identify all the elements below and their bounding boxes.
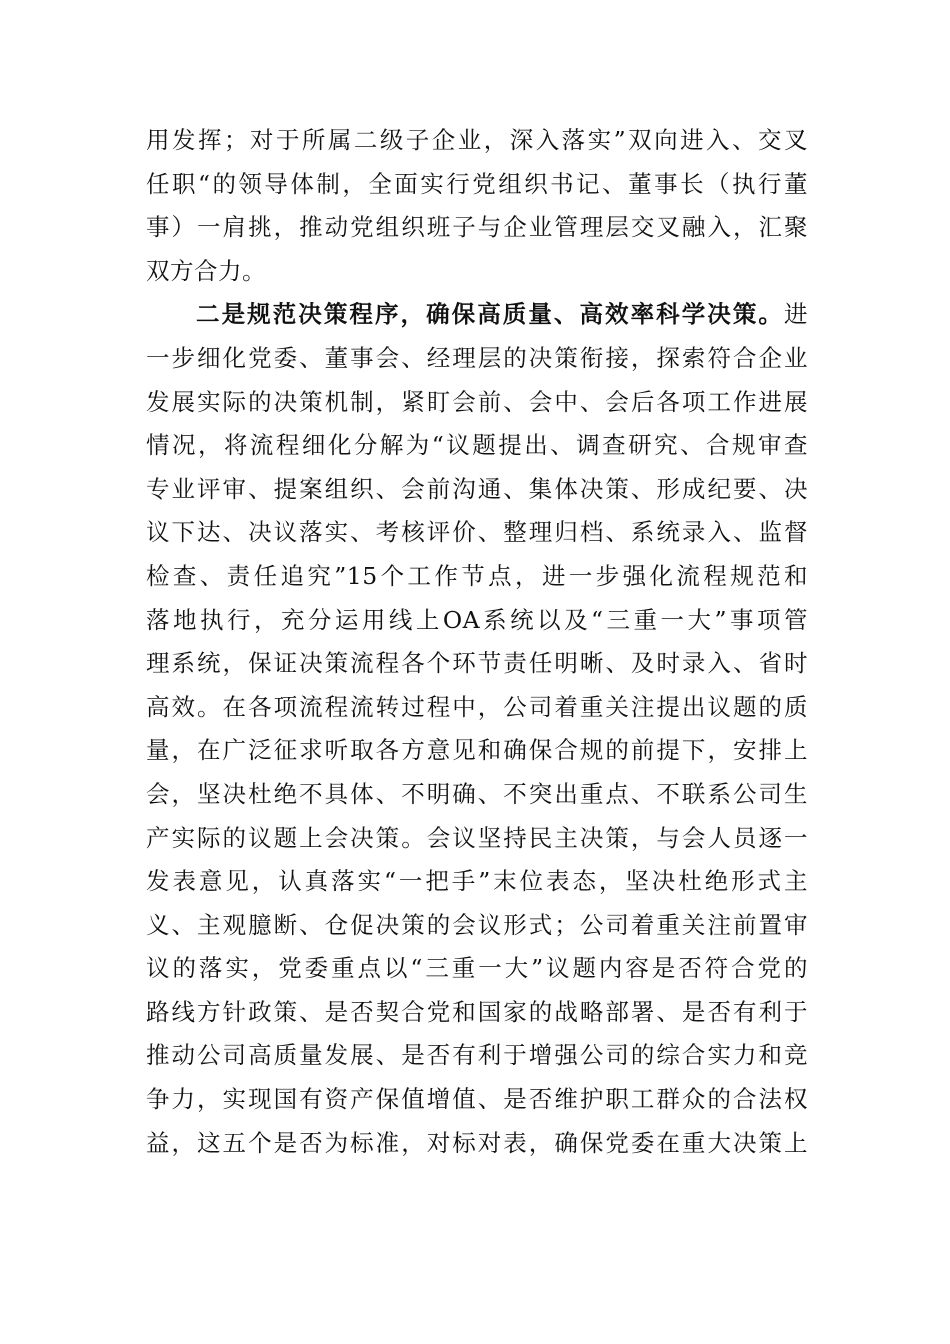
text-line: 事）一肩挑，推动党组织班子与企业管理层交叉融入，汇聚 [146,213,808,242]
text-line: 益，这五个是否为标准，对标对表，确保党委在重大决策上 [146,1128,808,1157]
text-line: 双方合力。 [146,256,266,285]
paragraph-2-first-line-rest: 进 [784,300,808,329]
text-line: 议的落实，党委重点以“三重一大”议题内容是否符合党的 [146,954,808,983]
text-line: 产实际的议题上会决策。会议坚持民主决策，与会人员逐一 [146,823,808,852]
text-line: 情况，将流程细化分解为“议题提出、调查研究、合规审查 [146,431,808,460]
text-line: 争力，实现国有资产保值增值、是否维护职工群众的合法权 [146,1085,808,1114]
text-line: 检查、责任追究”15个工作节点，进一步强化流程规范和 [146,561,808,590]
paragraph-1 [146,119,808,293]
text-line: 专业评审、提案组织、会前沟通、集体决策、形成纪要、决 [146,474,808,503]
text-line: 会，坚决杜绝不具体、不明确、不突出重点、不联系公司生 [146,779,808,808]
text-line: 议下达、决议落实、考核评价、整理归档、系统录入、监督 [146,518,808,547]
text-line: 一步细化党委、董事会、经理层的决策衔接，探索符合企业 [146,343,808,372]
text-line: 落地执行，充分运用线上OA系统以及“三重一大”事项管 [146,605,808,634]
text-line: 路线方针政策、是否契合党和国家的战略部署、是否有利于 [146,997,808,1026]
text-line: 任职“的领导体制，全面实行党组织书记、董事长（执行董 [146,169,808,198]
text-line: 发表意见，认真落实“一把手”末位表态，坚决杜绝形式主 [146,867,808,896]
text-line: 高效。在各项流程流转过程中，公司着重关注提出议题的质 [146,692,808,721]
text-line: 发展实际的决策机制，紧盯会前、会中、会后各项工作进展 [146,387,808,416]
text-line: 用发挥；对于所属二级子企业，深入落实”双向进入、交叉 [146,126,808,154]
paragraph-2-lead-heading: 二是规范决策程序，确保高质量、高效率科学决策。 [196,300,784,329]
document-body [146,119,808,1165]
paragraph-2-first-line [146,293,808,337]
paragraph-2 [146,293,808,1165]
text-line: 推动公司高质量发展、是否有利于增强公司的综合实力和竞 [146,1041,808,1070]
text-line: 理系统，保证决策流程各个环节责任明晰、及时录入、省时 [146,649,808,678]
text-line: 量，在广泛征求听取各方意见和确保合规的前提下，安排上 [146,736,808,765]
text-line: 义、主观臆断、仓促决策的会议形式；公司着重关注前置审 [146,910,808,939]
